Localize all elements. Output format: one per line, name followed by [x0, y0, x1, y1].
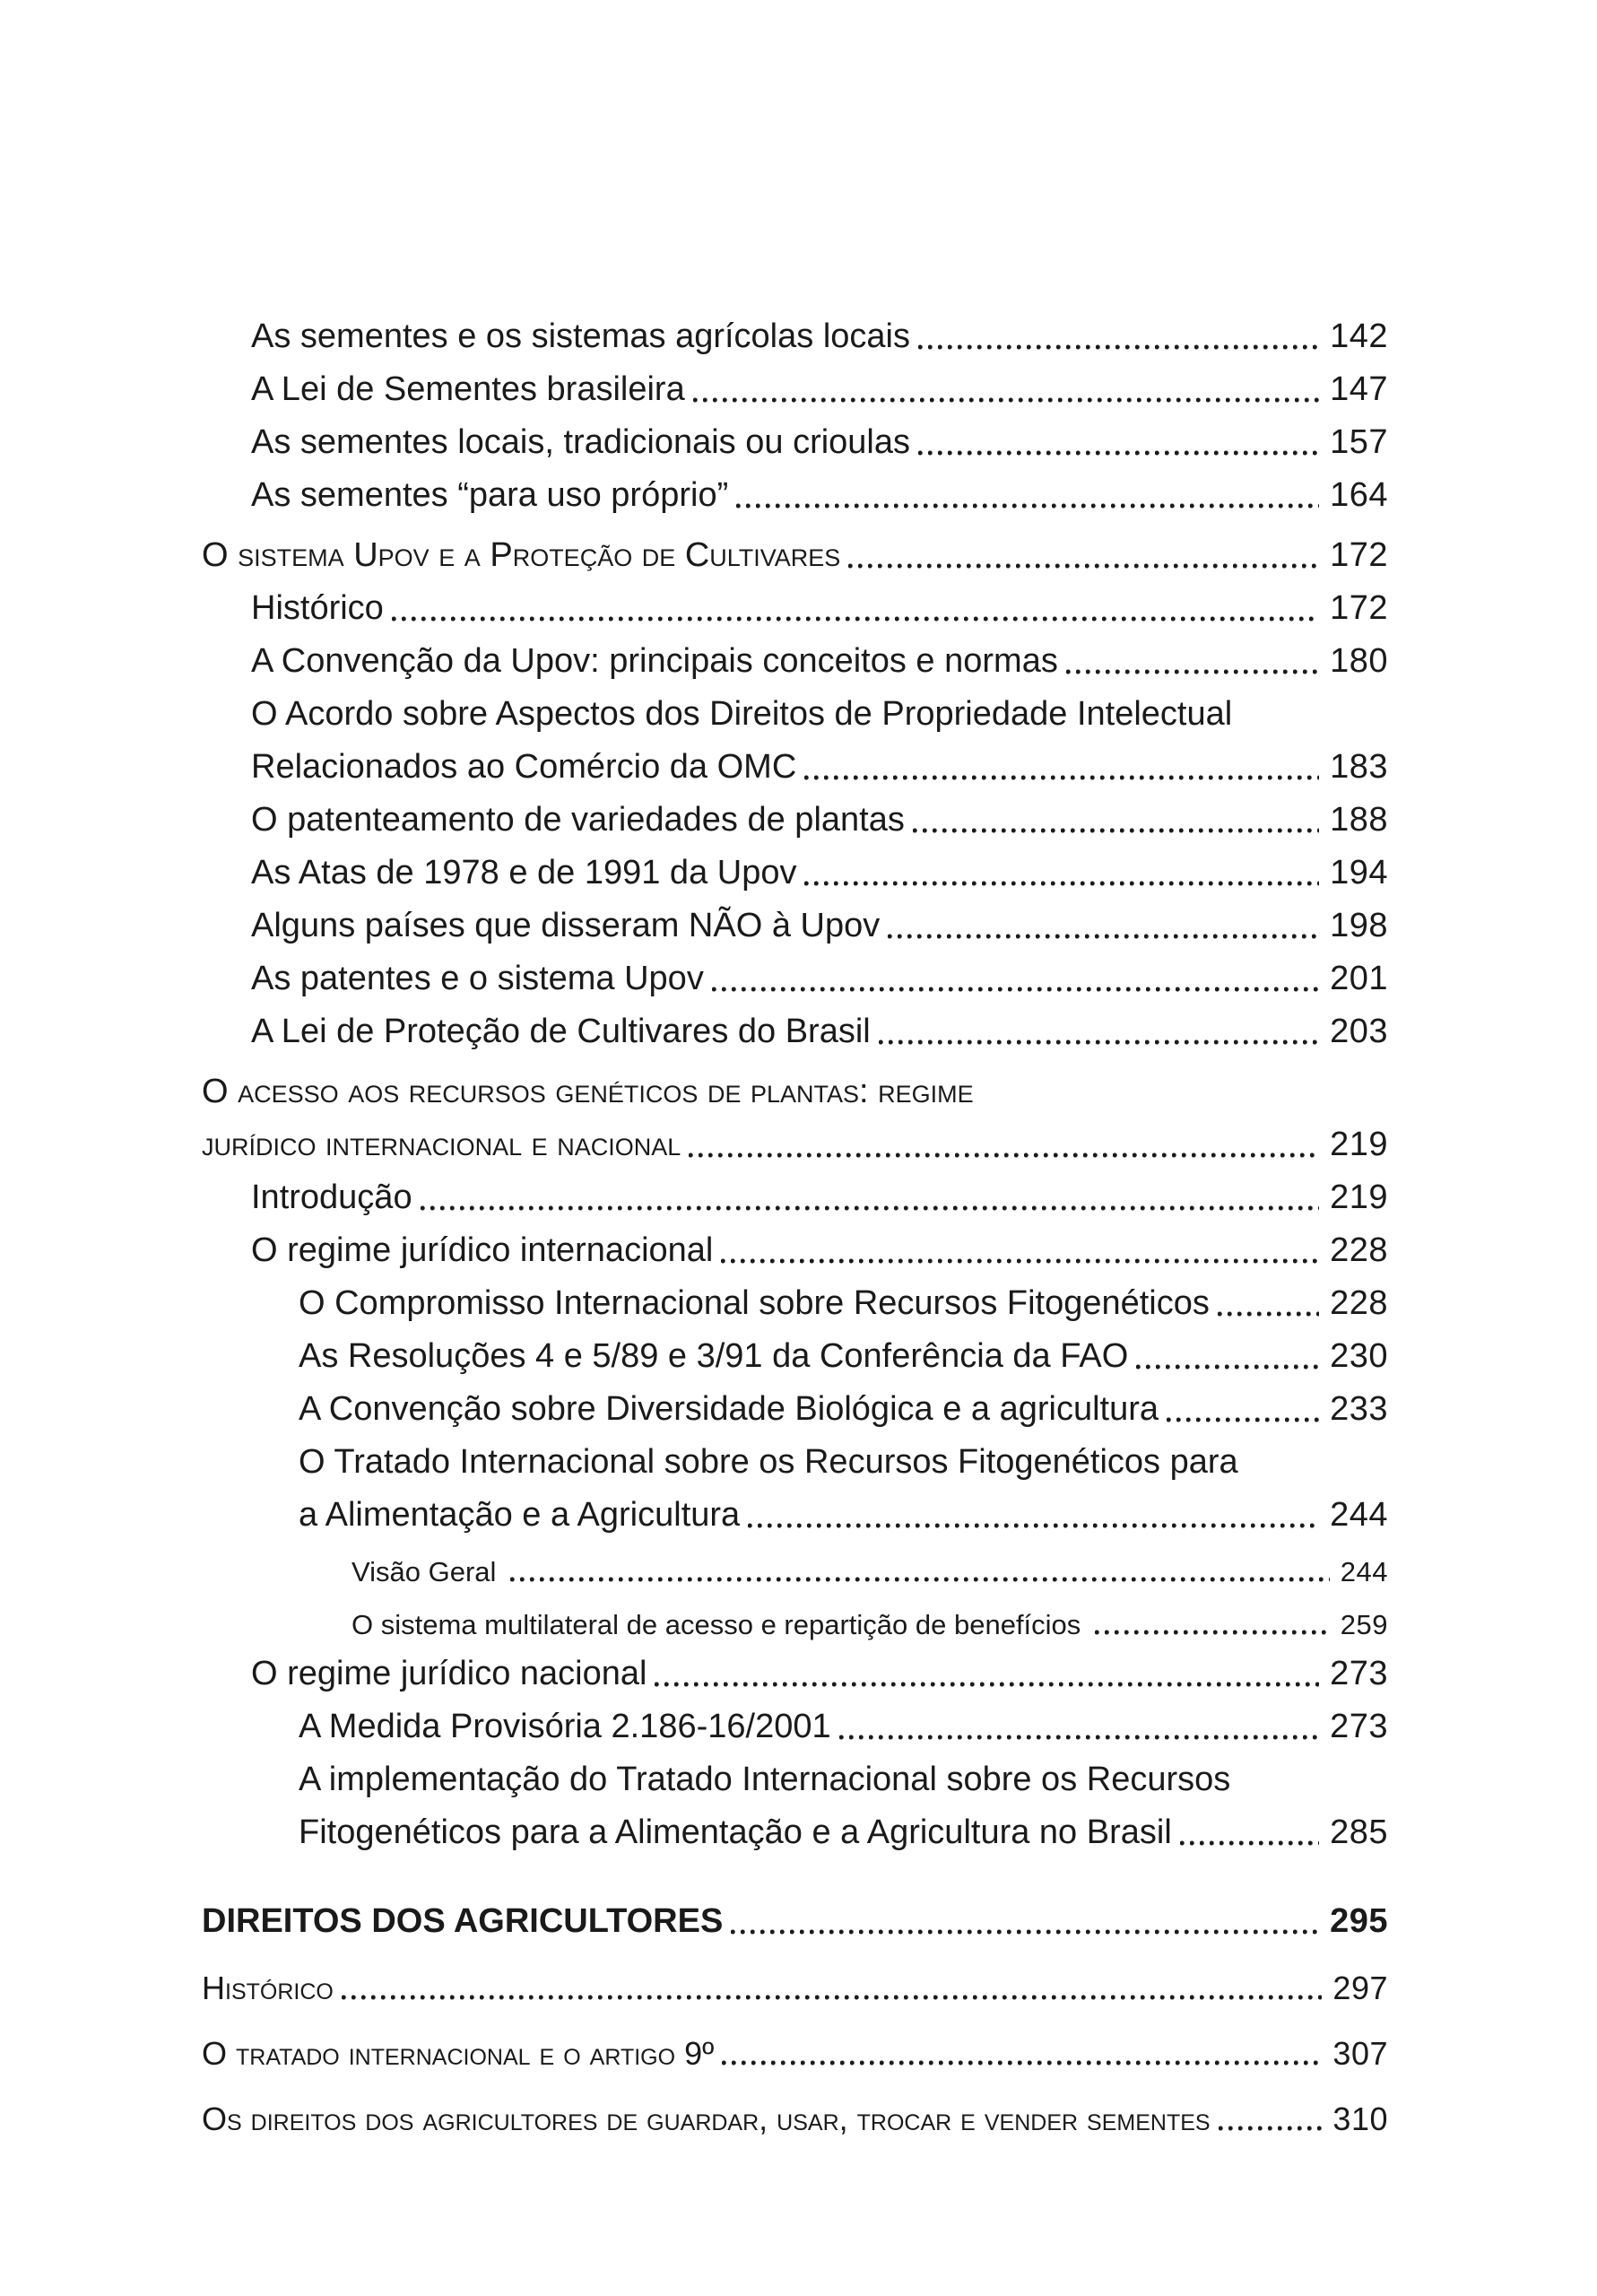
toc-page-number: 183 [1330, 748, 1388, 787]
toc-page-number: 244 [1330, 1496, 1388, 1535]
dot-leader [804, 775, 1319, 780]
dot-leader [722, 2060, 1322, 2066]
toc-entry-row [202, 1217, 1388, 1270]
toc-entry-row [202, 522, 1388, 575]
toc-entry-row [202, 1587, 1388, 1640]
toc-entry-text: O tratado internacional e o artigo 9º [202, 2035, 715, 2073]
toc-page-number: 203 [1330, 1013, 1388, 1051]
toc-entry-row [202, 1482, 1388, 1535]
toc-entry-row [202, 734, 1388, 787]
dot-leader [712, 987, 1319, 992]
toc-entry-text: O regime jurídico internacional [251, 1231, 714, 1270]
toc-entry-row [202, 1058, 1388, 1111]
toc-entry-text: DIREITOS DOS AGRICULTORES [202, 1902, 724, 1941]
dot-leader [1180, 1840, 1319, 1846]
toc-entry-text: A Convenção da Upov: principais conceitos e normas [251, 642, 1058, 681]
dot-leader [879, 1039, 1319, 1045]
toc-page-number: 198 [1330, 907, 1388, 945]
toc-entry-row [202, 1111, 1388, 1164]
toc-entry-text: A Medida Provisória 2.186-16/2001 [299, 1708, 831, 1746]
toc-page-number: 295 [1330, 1902, 1388, 1941]
toc-page-number: 219 [1330, 1178, 1388, 1217]
toc-entry-row [202, 1746, 1388, 1799]
toc-page-number: 297 [1332, 1970, 1388, 2007]
dot-leader [804, 881, 1319, 886]
toc-entry-row [202, 1323, 1388, 1376]
toc-entry-row [202, 575, 1388, 628]
toc-entry-text: Histórico [251, 589, 384, 628]
toc-entry-row [202, 892, 1388, 945]
toc-entry-row [202, 681, 1388, 734]
toc-page-number: 230 [1330, 1337, 1388, 1376]
toc-entry-row [202, 998, 1388, 1051]
dot-leader [1095, 1630, 1329, 1635]
toc-entry-row [202, 1164, 1388, 1217]
toc-entry-text: As sementes locais, tradicionais ou crioulas [251, 423, 911, 462]
toc-entry-text: O Tratado Internacional sobre os Recursos Fitogenéticos para [299, 1443, 1238, 1482]
toc-entry-row [202, 839, 1388, 892]
dot-leader [1066, 669, 1319, 674]
toc-page-number: 147 [1330, 370, 1388, 409]
toc-entry-row [202, 1693, 1388, 1746]
dot-leader [510, 1577, 1329, 1582]
dot-leader [839, 1735, 1319, 1740]
dot-leader [918, 450, 1319, 456]
toc-entry-row [202, 2019, 1388, 2072]
dot-leader [1136, 1364, 1319, 1370]
toc-entry-row [202, 1953, 1388, 2006]
toc-entry-text: O acesso aos recursos genéticos de plantas: regime [202, 1073, 974, 1111]
toc-page-number: 244 [1340, 1555, 1388, 1587]
toc-entry-text: A Lei de Proteção de Cultivares do Brasil [251, 1013, 871, 1051]
toc-page-number: 273 [1330, 1708, 1388, 1746]
toc-entry-row [202, 1270, 1388, 1323]
toc-page-number: 228 [1330, 1284, 1388, 1323]
toc-entry-text: O regime jurídico nacional [251, 1655, 647, 1693]
dot-leader [913, 828, 1319, 833]
dot-leader [721, 1258, 1319, 1264]
toc-entry-text: O patenteamento de variedades de plantas [251, 801, 905, 839]
toc-entry-text: As sementes e os sistemas agrícolas locais [251, 317, 910, 356]
toc-entry-text: O Acordo sobre Aspectos dos Direitos de Propriedade Intelectual [251, 695, 1233, 734]
toc-page-number: 194 [1330, 854, 1388, 892]
toc-entry-row [202, 1640, 1388, 1693]
dot-leader [748, 1523, 1319, 1528]
toc-entry-row [202, 1535, 1388, 1587]
dot-leader [731, 1929, 1319, 1935]
dot-leader [888, 934, 1319, 939]
dot-leader [918, 344, 1319, 350]
toc-page-number: 307 [1332, 2035, 1388, 2073]
toc-entry-text: A Lei de Sementes brasileira [251, 370, 685, 409]
toc-entry-text: Introdução [251, 1178, 412, 1217]
toc-page-number: 273 [1330, 1655, 1388, 1693]
toc-entry-text: Fitogenéticos para a Alimentação e a Agricultura no Brasil [299, 1813, 1172, 1852]
toc-page-number: 142 [1330, 317, 1388, 356]
toc-entry-row [202, 1429, 1388, 1482]
dot-leader [1218, 1311, 1319, 1317]
toc-entry-row [202, 1888, 1388, 1941]
dot-leader [1219, 2126, 1323, 2131]
toc-entry-text: O sistema multilateral de acesso e repartição de benefícios [352, 1608, 1081, 1640]
dot-leader [693, 397, 1319, 403]
toc-page-number: 157 [1330, 423, 1388, 462]
toc-entry-text: Histórico [202, 1970, 334, 2007]
toc-entry-row [202, 1799, 1388, 1852]
toc-page-number: 164 [1330, 476, 1388, 515]
dot-leader [655, 1682, 1319, 1687]
toc-entry-text: As sementes “para uso próprio” [251, 476, 729, 515]
toc-entry-row [202, 409, 1388, 462]
toc-entry-text: A implementação do Tratado Internacional sobre os Recursos [299, 1761, 1231, 1799]
toc-entry-text: As Resoluções 4 e 5/89 e 3/91 da Conferência da FAO [299, 1337, 1129, 1376]
toc-page-number: 285 [1330, 1813, 1388, 1852]
toc-entry-row [202, 2084, 1388, 2137]
toc-entry-text: A Convenção sobre Diversidade Biológica e a agricultura [299, 1390, 1159, 1429]
toc-entry-text: As patentes e o sistema Upov [251, 960, 704, 998]
dot-leader [342, 1995, 1323, 2000]
toc-entry-text: O Compromisso Internacional sobre Recursos Fitogenéticos [299, 1284, 1210, 1323]
toc-page-number: 201 [1330, 960, 1388, 998]
dot-leader [689, 1152, 1319, 1158]
toc-entry-text: jurídico internacional e nacional [202, 1126, 681, 1164]
toc-entry-row [202, 628, 1388, 681]
toc-entry-row [202, 1376, 1388, 1429]
toc-entry-row [202, 356, 1388, 409]
toc-entry-row [202, 787, 1388, 839]
dot-leader [392, 616, 1319, 622]
toc-page-number: 233 [1330, 1390, 1388, 1429]
toc-page-number: 259 [1340, 1608, 1388, 1640]
table-of-contents [202, 303, 1388, 2137]
toc-entry-row [202, 462, 1388, 515]
dot-leader [1167, 1417, 1319, 1422]
toc-entry-text: As Atas de 1978 e de 1991 da Upov [251, 854, 797, 892]
toc-page-number: 219 [1330, 1126, 1388, 1164]
toc-entry-text: Visão Geral [352, 1555, 497, 1587]
dot-leader [421, 1205, 1320, 1211]
toc-page-number: 180 [1330, 642, 1388, 681]
toc-entry-text: Os direitos dos agricultores de guardar, usar, trocar e vender sementes [202, 2100, 1211, 2138]
toc-entry-row [202, 303, 1388, 356]
toc-entry-text: Relacionados ao Comércio da OMC [251, 748, 797, 787]
toc-entry-text: O sistema Upov e a Proteção de Cultivares [202, 536, 841, 575]
dot-leader [736, 503, 1319, 509]
toc-page-number: 188 [1330, 801, 1388, 839]
toc-page-number: 310 [1332, 2100, 1388, 2138]
toc-entry-text: Alguns países que disseram NÃO à Upov [251, 907, 881, 945]
toc-page-number: 172 [1330, 589, 1388, 628]
dot-leader [848, 563, 1319, 569]
toc-entry-row [202, 945, 1388, 998]
toc-entry-text: a Alimentação e a Agricultura [299, 1496, 741, 1535]
toc-page-number: 228 [1330, 1231, 1388, 1270]
toc-page-number: 172 [1330, 536, 1388, 575]
